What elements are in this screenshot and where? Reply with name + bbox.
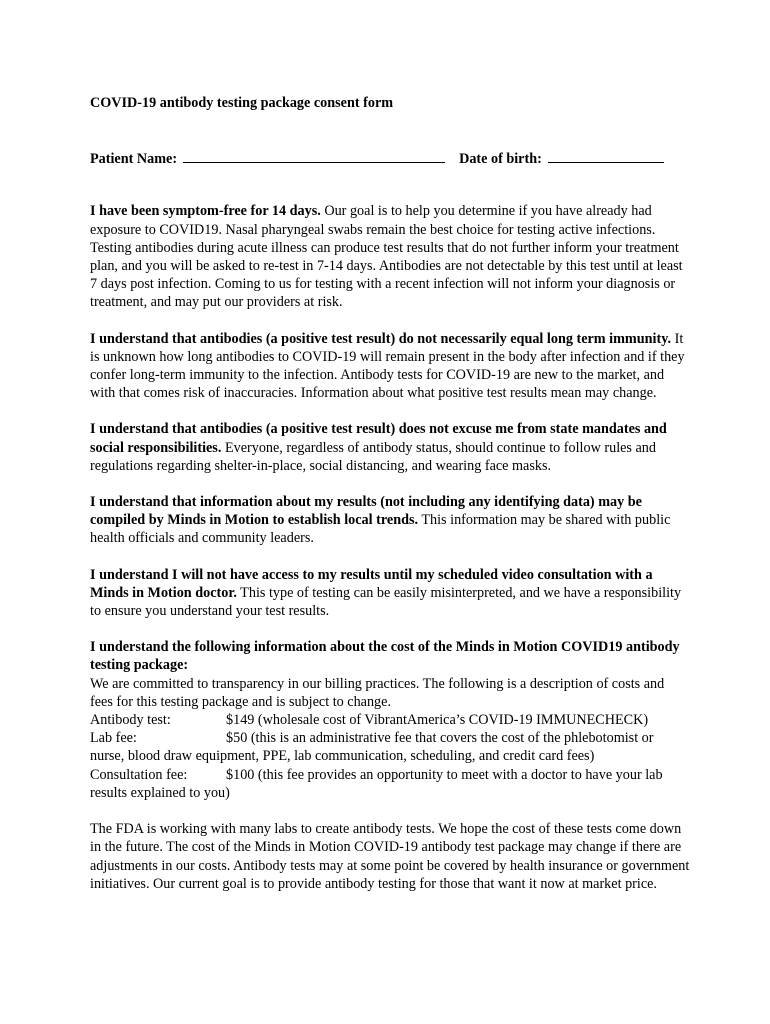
fee-label: Consultation fee:	[90, 766, 188, 783]
consent-explanation: It is unknown how long antibodies to COVID-19 will remain present in the body after infection and if they confer long-term immunity to the infection. Antibody tests for COVID-19 are new to the market, and with that comes risk of inaccuracies. Information about what positive test results mean may change.	[90, 330, 685, 402]
patient-name-label: Patient Name:	[90, 151, 178, 168]
date-of-birth-label: Date of birth:	[459, 151, 542, 168]
consent-paragraph-results-access	[90, 566, 690, 621]
consent-statement: I understand that information about my results (not including any identifying data) may be compiled by Minds in Motion to establish local trends.	[90, 494, 642, 529]
consent-paragraph-mandates	[90, 420, 690, 475]
fee-description: $149 (wholesale cost of VibrantAmerica’s COVID-19 IMMUNECHECK)	[226, 712, 649, 729]
consent-explanation: Everyone, regardless of antibody status, should continue to follow rules and regulations regarding shelter-in-place, social distancing, and wearing face masks.	[90, 439, 656, 474]
consent-statement: I understand that antibodies (a positive test result) do not necessarily equal long term immunity.	[90, 330, 672, 347]
fee-row-lab-fee	[90, 729, 690, 765]
consent-paragraph-immunity	[90, 330, 690, 403]
consent-statement: I have been symptom-free for 14 days.	[90, 203, 321, 220]
fee-row-antibody-test	[90, 711, 690, 729]
fee-description: $100 (this fee provides an opportunity to meet with a doctor to have your lab results explained to you)	[90, 766, 663, 801]
fee-label: Antibody test:	[90, 712, 171, 729]
cost-intro: We are committed to transparency in our billing practices. The following is a description of costs and fees for this testing package and is subject to change.	[90, 675, 665, 710]
consent-statement: I understand I will not have access to my results until my scheduled video consultation with a Minds in Motion doctor.	[90, 566, 653, 601]
cost-heading: I understand the following information about the cost of the Minds in Motion COVID19 antibody testing package:	[90, 639, 680, 674]
closing-paragraph: The FDA is working with many labs to create antibody tests. We hope the cost of these tests come down in the future. The cost of the Minds in Motion COVID-19 antibody test package may change if there are adjustments in our costs. Antibody tests may at some point be covered by health insurance or government initiatives. Our current goal is to provide antibody testing for those that want it now at market price.	[90, 821, 690, 892]
consent-statement: I understand that antibodies (a positive test result) does not excuse me from state mandates and social responsibilities.	[90, 421, 667, 456]
consent-paragraph-symptom-free	[90, 202, 690, 311]
fee-label: Lab fee:	[90, 730, 137, 747]
date-of-birth-field[interactable]	[548, 149, 664, 163]
cost-section	[90, 638, 690, 802]
consent-form-page	[90, 94, 690, 911]
fee-description: $50 (this is an administrative fee that covers the cost of the phlebotomist or nurse, blood draw equipment, PPE, lab communication, scheduling, and credit card fees)	[90, 730, 654, 765]
consent-paragraph-data-sharing	[90, 493, 690, 548]
consent-explanation: Our goal is to help you determine if you have already had exposure to COVID19. Nasal pharyngeal swabs remain the best choice for testing active infections. Testing antibodies during acute illness can produce test results that do not further inform your treatment plan, and you will be asked to re-test in 7-14 days. Antibodies are not detectable by this test until at least 7 days post infection. Coming to us for testing with a recent infection will not inform your diagnosis or treatment, and may put our providers at risk.	[90, 203, 683, 311]
fee-row-consultation-fee	[90, 766, 690, 802]
form-title: COVID-19 antibody testing package consent form	[90, 95, 394, 111]
patient-info-line	[90, 149, 690, 168]
consent-explanation: This information may be shared with public health officials and community leaders.	[90, 512, 671, 547]
patient-name-field[interactable]	[183, 149, 445, 163]
consent-explanation: This type of testing can be easily misinterpreted, and we have a responsibility to ensure you understand your test results.	[90, 584, 682, 620]
